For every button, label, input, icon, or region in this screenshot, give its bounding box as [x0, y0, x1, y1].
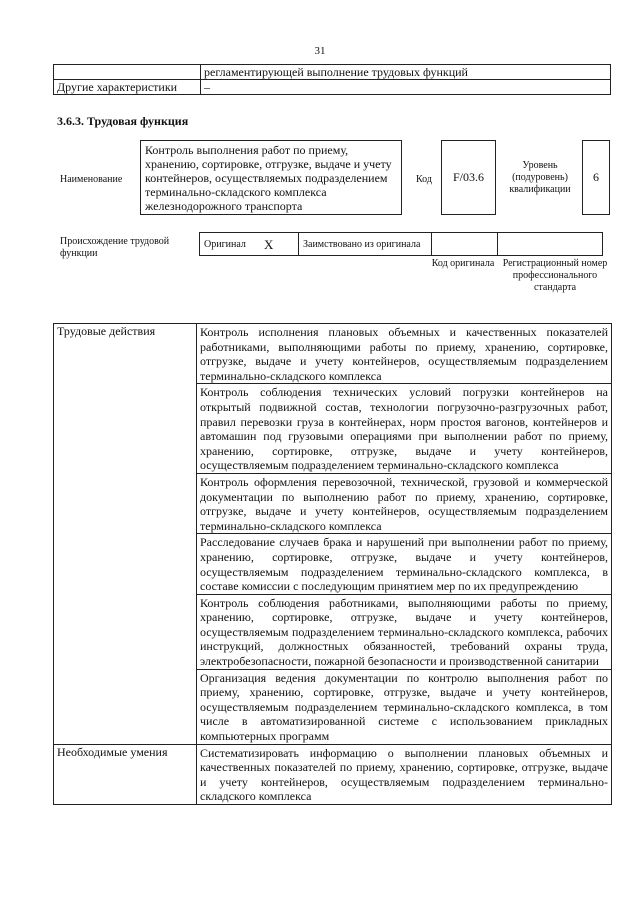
page-number: 31: [314, 45, 326, 57]
table-row: [200, 233, 603, 256]
skill-item: Систематизировать информацию о выполнении плановых объемных и качественных показателей по приему, хранению, сортировке, отгрузке, выдаче и учету контейнеров, осуществляемым подразделением терминально-складского комплекса: [197, 744, 612, 804]
table-row: [54, 324, 612, 384]
name-label: Наименование: [60, 174, 123, 185]
required-skills-label: Необходимые умения: [54, 744, 197, 804]
code-label: Код: [416, 174, 432, 185]
labor-actions-label: Трудовые действия: [54, 324, 197, 745]
origin-table: [199, 232, 603, 256]
origin-code-caption: Код оригинала: [431, 258, 495, 269]
origin-label: Происхождение трудовой функции: [60, 236, 170, 259]
origin-code-cell: [432, 233, 498, 256]
table-cell-empty: [54, 65, 201, 80]
labor-action-item: Расследование случаев брака и нарушений при выполнении работ по приему, хранению, сортировке, отгрузке, выдаче и учету контейнеров, осуществляемым подразделением терминально-складского комплекса, в составе комиссии с последующим принятием мер по их предупреждению: [197, 534, 612, 594]
labor-action-item: Контроль исполнения плановых объемных и качественных показателей работниками, выполняющими работы по приему, хранению, сортировке, отгрузке, выдаче и учету контейнеров, осуществляемым подразделением терминально-складского комплекса: [197, 324, 612, 384]
registration-number-cell: [498, 233, 603, 256]
function-code-value: F/03.6: [441, 140, 496, 215]
labor-action-item: Контроль оформления перевозочной, технической, грузовой и коммерческой документации по выполнению работ по приему, хранению, сортировке, отгрузке, выдаче и учету контейнеров, осуществляемым подразделением терминально-складского комплекса: [197, 473, 612, 533]
registration-number-caption: Регистрационный номер профессионального стандарта: [502, 258, 608, 293]
original-mark: X: [260, 233, 299, 256]
borrowed-label: Заимствовано из оригинала: [299, 233, 432, 256]
labor-action-item: Контроль соблюдения технических условий погрузки контейнеров на открытый подвижной состав, технологии погрузочно-разгрузочных работ, правил перевозки груза в контейнерах, норм простоя вагонов, контейнеров и автомашин под грузовыми операциями при выполнении работ по приему, хранению, сортировке, отгрузке, выдаче и учету контейнеров, осуществляемым подразделением терминально-складского комплекса: [197, 384, 612, 474]
qualification-level-label: Уровень (подуровень) квалификации: [509, 160, 571, 195]
other-characteristics-value: –: [201, 80, 611, 95]
table-row: [54, 80, 611, 95]
labor-function-table: [53, 323, 612, 805]
section-title: 3.6.3. Трудовая функция: [57, 114, 189, 128]
labor-action-item: Контроль соблюдения работниками, выполняющими работы по приему, хранению, сортировке, отгрузке, выдаче и учету контейнеров, осуществляемым подразделением терминально-складского комплекса, рабочих инструкций, должностных обязанностей, требований охраны труда, электробезопасности, пожарной безопасности и производственной санитарии: [197, 594, 612, 669]
function-name-value: Контроль выполнения работ по приему, хранению, сортировке, отгрузке, выдаче и учету контейнеров, осуществляемых подразделением терминально-складского комплекса железнодорожного транспорта: [140, 140, 402, 215]
table-cell: регламентирующей выполнение трудовых функций: [201, 65, 611, 80]
qualification-level-value: 6: [582, 140, 610, 215]
table-row: [54, 65, 611, 80]
other-characteristics-label: Другие характеристики: [54, 80, 201, 95]
top-characteristics-table: [53, 64, 611, 95]
original-label: Оригинал: [200, 233, 261, 256]
table-row: [54, 744, 612, 804]
labor-action-item: Организация ведения документации по контролю выполнения работ по приему, хранению, сортировке, отгрузке, выдаче и учету контейнеров, осуществляемым подразделением терминально-складского комплекса, в том числе в автоматизированной системе с использованием прикладных компьютерных программ: [197, 669, 612, 744]
